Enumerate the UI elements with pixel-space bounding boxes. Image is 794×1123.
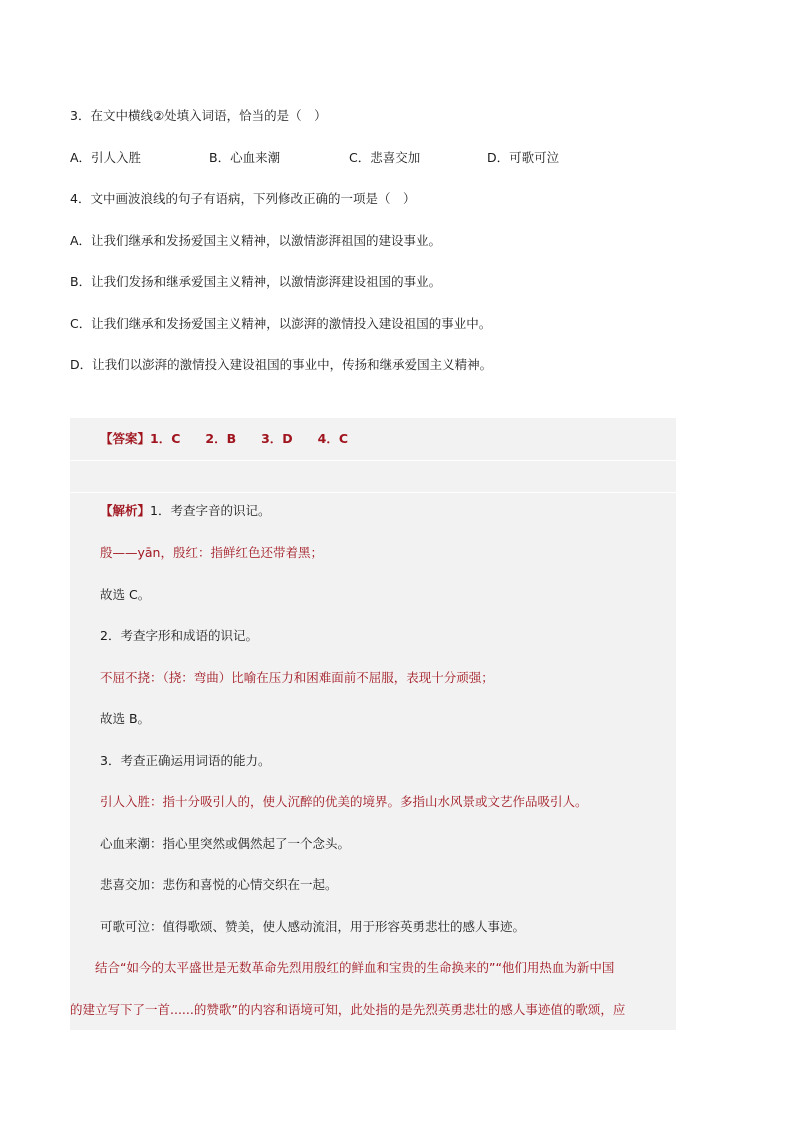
q4-option-c: C．让我们继承和发扬爱国主义精神，以澎湃的激情投入建设祖国的事业中。 xyxy=(70,316,492,331)
separator xyxy=(70,460,676,461)
analysis-line-6: 故选 B。 xyxy=(100,711,151,726)
question-4-stem: 4．文中画波浪线的句子有语病，下列修改正确的一项是（ ） xyxy=(70,191,416,206)
analysis-line-1 xyxy=(100,502,270,520)
separator xyxy=(70,492,676,493)
analysis-line-10: 悲喜交加：悲伤和喜悦的心情交织在一起。 xyxy=(100,877,338,892)
answer-label: 【答案】 xyxy=(100,431,151,446)
analysis-line-3: 故选 C。 xyxy=(100,587,151,602)
analysis-label: 【解析】 xyxy=(100,503,151,518)
analysis-text: 1．考查字音的识记。 xyxy=(150,503,271,518)
analysis-paragraph-line-2: 的建立写下了一首......的赞歌”的内容和语境可知，此处指的是先烈英勇悲壮的感人事迹值的歌颂，应 xyxy=(70,1002,626,1017)
answer-text: 1．C 2．B 3．D 4．C xyxy=(150,431,349,446)
q3-option-d: D．可歌可泣 xyxy=(487,150,560,165)
analysis-line-7: 3．考查正确运用词语的能力。 xyxy=(100,753,271,768)
q4-option-a: A．让我们继承和发扬爱国主义精神，以激情澎湃祖国的建设事业。 xyxy=(70,233,442,248)
q4-option-d: D．让我们以澎湃的激情投入建设祖国的事业中，传扬和继承爱国主义精神。 xyxy=(70,357,493,372)
question-3-options xyxy=(70,148,680,166)
analysis-paragraph-line-1: 结合“如今的太平盛世是无数革命先烈用殷红的鲜血和宝贵的生命换来的”“他们用热血为新中国 xyxy=(70,960,615,975)
q3-option-a: A．引人入胜 xyxy=(70,150,142,165)
q3-option-c: C．悲喜交加 xyxy=(349,150,421,165)
analysis-line-11: 可歌可泣：值得歌颂、赞美，使人感动流泪，用于形容英勇悲壮的感人事迹。 xyxy=(100,919,526,934)
analysis-line-8: 引人入胜：指十分吸引人的，使人沉醉的优美的境界。多指山水风景或文艺作品吸引人。 xyxy=(100,794,588,809)
analysis-line-5: 不屈不挠：（挠：弯曲）比喻在压力和困难面前不屈服，表现十分顽强； xyxy=(100,670,494,685)
analysis-line-2: 殷——yān，殷红：指鲜红色还带着黑； xyxy=(100,545,323,560)
q4-option-b: B．让我们发扬和继承爱国主义精神，以激情澎湃建设祖国的事业。 xyxy=(70,274,442,289)
q3-option-b: B．心血来潮 xyxy=(209,150,281,165)
analysis-line-9: 心血来潮：指心里突然或偶然起了一个念头。 xyxy=(100,836,351,851)
question-3-stem: 3．在文中横线②处填入词语，恰当的是（ ） xyxy=(70,108,327,123)
analysis-line-4: 2．考查字形和成语的识记。 xyxy=(100,628,258,643)
answer-line xyxy=(100,430,348,448)
answer-analysis-box xyxy=(70,418,676,1030)
